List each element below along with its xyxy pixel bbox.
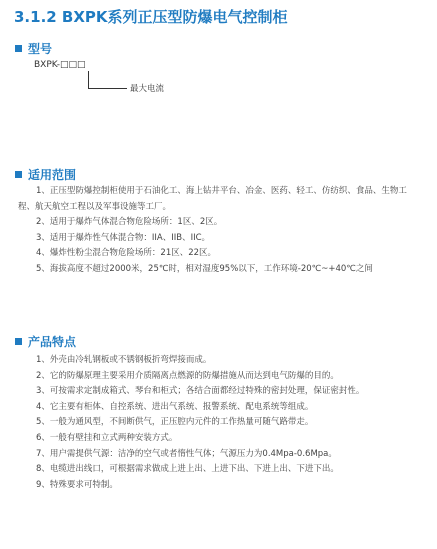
square-bullet-icon (15, 171, 22, 178)
features-section-heading (15, 333, 76, 350)
feature-item: 1、外壳由冷轧钢板或不锈钢板折弯焊接而成。 (36, 355, 212, 365)
scope-list (18, 184, 423, 278)
features-list (18, 353, 423, 493)
page-title: 3.1.2 BXPK系列正压型防爆电气控制柜 (14, 8, 288, 26)
max-current-label: 最大电流 (130, 84, 165, 94)
feature-item: 7、用户需提供气源：洁净的空气或者惰性气体；气源压力为0.4Mpa-0.6Mpa。 (36, 448, 337, 459)
model-section-heading (15, 40, 52, 57)
scope-section-heading (15, 166, 76, 183)
features-heading-text: 产品特点 (28, 335, 77, 349)
model-heading-text: 型号 (28, 42, 53, 56)
model-code-bracket (88, 71, 127, 89)
feature-item: 3、可按需求定制成箱式、琴台和柜式；各结合面都经过特殊的密封处理，保证密封性。 (36, 386, 365, 397)
scope-item: 5、海拔高度不超过2000米，25℃时，相对湿度95%以下，工作环境-20℃~+40℃之间 (36, 263, 373, 274)
scope-item: 3、适用于爆炸性气体混合物：IIA、IIB、IIC。 (36, 232, 211, 243)
feature-item: 6、一般有壁挂和立式两种安装方式。 (36, 432, 178, 443)
feature-item: 2、它的防爆原理主要采用介质隔离点燃源的防爆措施从而达到电气防爆的目的。 (36, 370, 339, 381)
scope-item: 4、爆炸性粉尘混合物危险场所：21区、22区。 (36, 248, 217, 259)
feature-item: 8、电缆进出线口，可根据需求做成上进上出、上进下出、下进上出、下进下出。 (36, 464, 339, 475)
feature-item: 4、它主要有柜体、自控系统、进出气系统、报警系统、配电系统等组成。 (36, 401, 314, 412)
feature-item: 5、一般为通风型，不间断供气，正压腔内元件的工作热量可随气路带走。 (36, 417, 314, 428)
model-code: BXPK-□□□ (34, 60, 86, 70)
scope-item: 1、正压型防爆控制柜使用于石油化工、海上钻井平台、冶金、医药、轻工、仿纺织、食品、生物工程、航天航空工程以及军事设施等工厂。 (18, 186, 407, 212)
feature-item: 9、特殊要求可特制。 (36, 479, 118, 490)
scope-heading-text: 适用范围 (28, 168, 77, 182)
scope-item: 2、适用于爆炸气体混合物危险场所：1区、2区。 (36, 217, 223, 228)
square-bullet-icon (15, 45, 22, 52)
square-bullet-icon (15, 338, 22, 345)
